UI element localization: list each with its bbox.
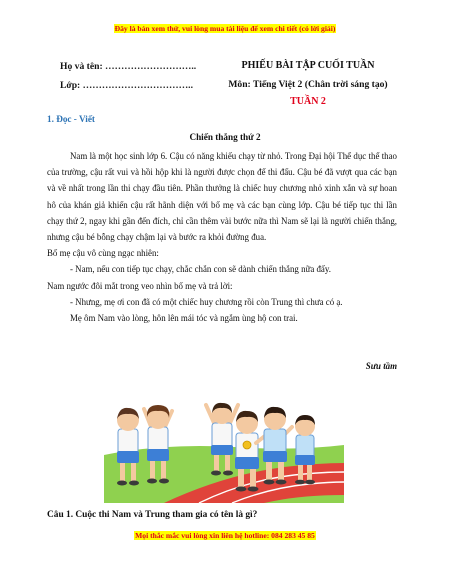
story-body xyxy=(47,148,397,326)
preview-notice-text: Đây là bản xem thử, vui lòng mua tài liệu để xem chi tiết (có lời giải) xyxy=(114,24,336,33)
section-heading: 1. Đọc - Viết xyxy=(47,114,95,124)
story-line-parents: Bố mẹ cậu vô cùng ngạc nhiên: xyxy=(47,248,159,259)
medal-icon xyxy=(243,441,251,449)
story-dialogue-nam: - Nhưng, mẹ ơi con đã có một chiếc huy chương rồi còn Trung thì chưa có ạ. xyxy=(70,296,343,307)
question-1: Câu 1. Cuộc thi Nam và Trung tham gia có tên là gì? xyxy=(47,510,258,520)
hotline-text: Mọi thắc mắc vui lòng xin liên hệ hotline: 084 283 45 85 xyxy=(135,531,315,540)
story-title: Chiến thắng thứ 2 xyxy=(189,132,261,142)
name-field-label: Họ và tên: ……………………….. xyxy=(60,61,197,72)
hotline-banner xyxy=(0,531,450,540)
story-paragraph: Nam là một học sinh lớp 6. Cậu có năng khiếu chạy từ nhỏ. Trong Đại hội Thể dục thể thao của trường, cậu rất vui và hồi hộp khi là người được chọn để thi đấu. Cậu bé đã vượt qua các bạn và về nhất trong lần thi chạy đầu tiên. Phần thưởng là chiếc huy chương nhỏ xinh xắn và sự hoan hô của khán giả khiến cậu rất hãnh diện với bố mẹ và các bạn cùng lớp. Cậu bé tiếp tục thi lần chạy thứ 2, ngay khi gần đến đích, chỉ cần thêm vài bước nữa thì Nam sẽ lại là người chiến thắng, nhưng cậu bé bỗng chạy chậm lại và bước ra khỏi đường đua. xyxy=(47,151,397,243)
subject-label: Môn: Tiếng Việt 2 (Chân trời sáng tạo) xyxy=(228,79,388,90)
story-ending: Mẹ ôm Nam vào lòng, hôn lên mái tóc và ngắm ùng hộ con trai. xyxy=(70,313,298,324)
running-children-illustration xyxy=(104,385,344,503)
story-dialogue-parents: - Nam, nếu con tiếp tục chạy, chắc chắn con sẽ dành chiến thắng nữa đấy. xyxy=(70,264,331,275)
week-label: TUẦN 2 xyxy=(290,96,326,107)
worksheet-title: PHIẾU BÀI TẬP CUỐI TUẦN xyxy=(241,60,375,71)
story-source: Sưu tầm xyxy=(365,361,397,371)
preview-notice-banner xyxy=(0,24,450,33)
story-line-nam: Nam ngước đôi mắt trong veo nhìn bố mẹ và trả lời: xyxy=(47,280,233,291)
class-field-label: Lớp: …………………………….. xyxy=(60,80,193,91)
